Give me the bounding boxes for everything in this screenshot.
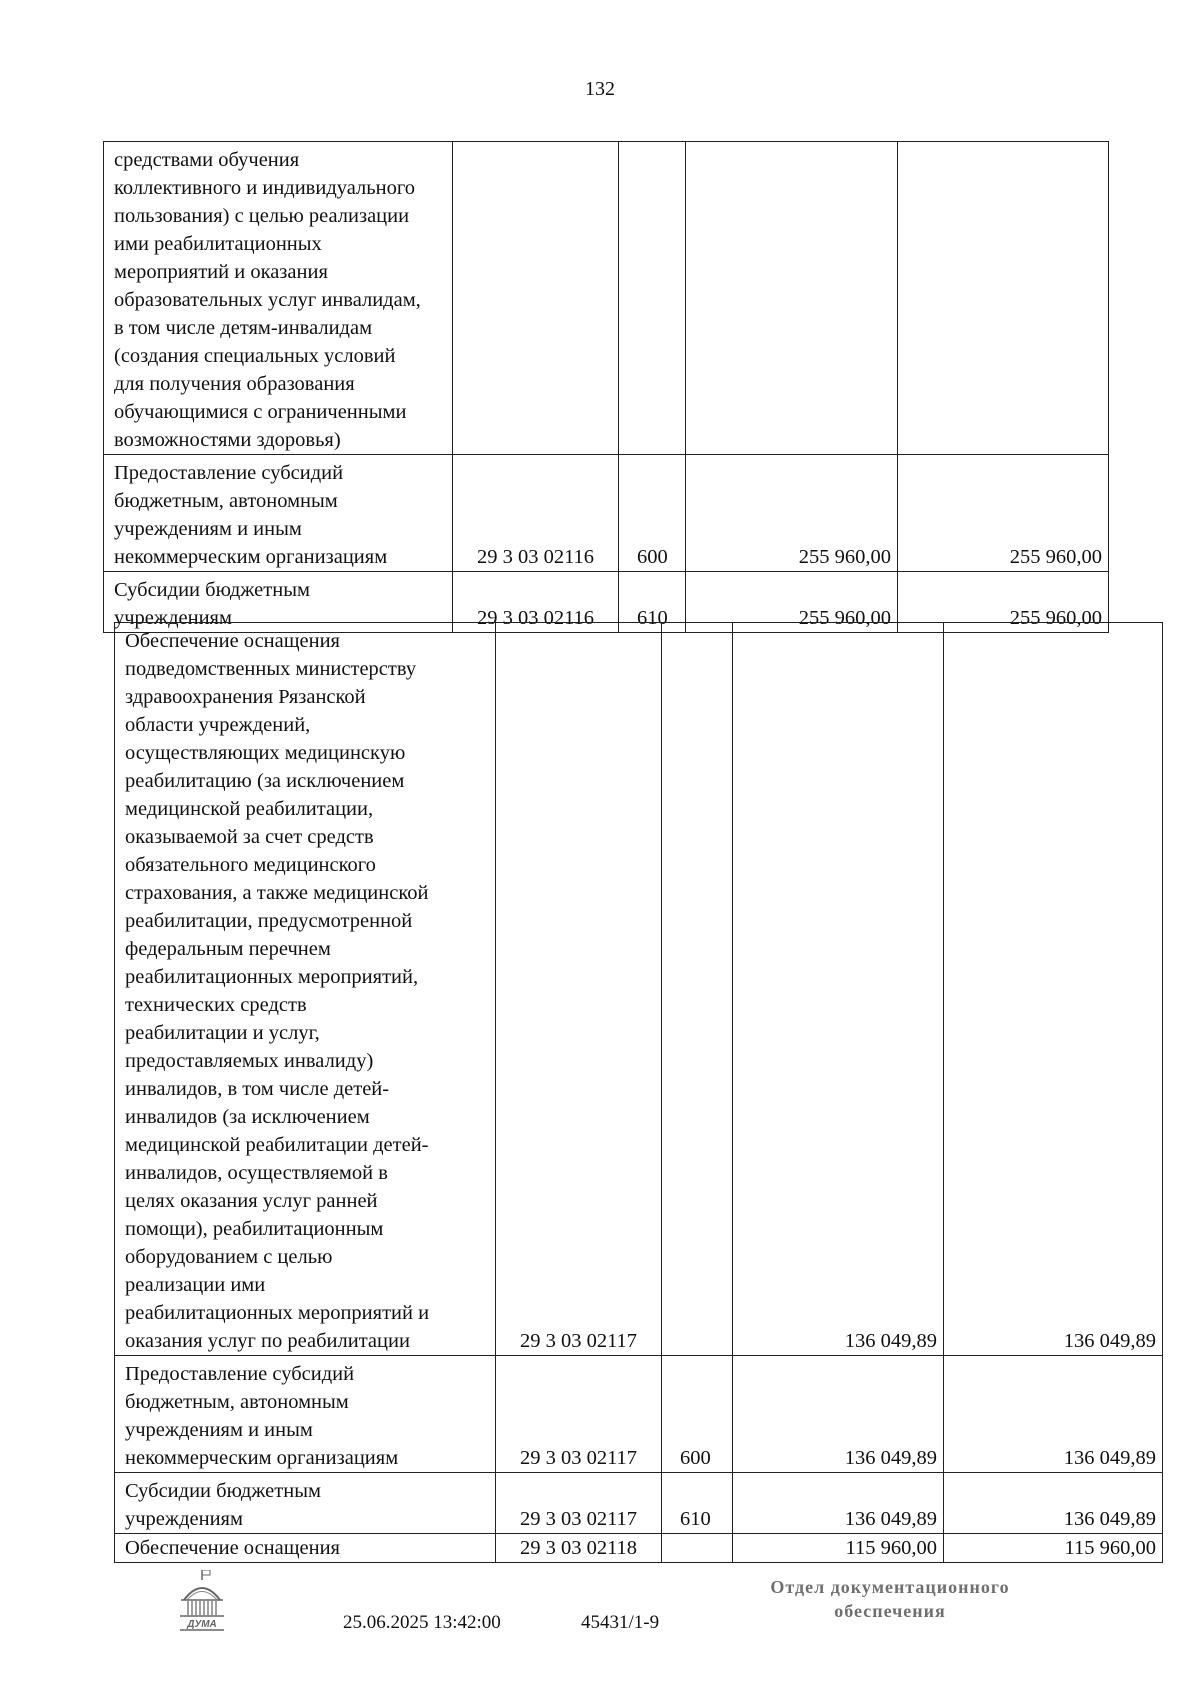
amount-cell: 115 960,00 [944, 1534, 1163, 1563]
csr-cell: 29 3 03 02116 [453, 455, 619, 572]
amount-cell: 136 049,89 [733, 1473, 944, 1534]
table-row [115, 623, 1163, 1356]
table-row [115, 1534, 1163, 1563]
amount-cell: 136 049,89 [944, 1473, 1163, 1534]
amount-cell: 255 960,00 [686, 572, 898, 633]
csr-cell [453, 142, 619, 455]
table-row [104, 455, 1109, 572]
department-stamp [740, 1575, 1040, 1623]
csr-cell: 29 3 03 02116 [453, 572, 619, 633]
amount-cell: 115 960,00 [733, 1534, 944, 1563]
amount-cell [898, 142, 1109, 455]
csr-cell: 29 3 03 02118 [496, 1534, 662, 1563]
vr-cell [619, 142, 686, 455]
registration-number: 45431/1-9 [581, 1612, 660, 1633]
vr-cell [662, 623, 733, 1356]
registration-datetime: 25.06.2025 13:42:00 [343, 1612, 501, 1633]
csr-cell: 29 3 03 02117 [496, 623, 662, 1356]
budget-table-top [103, 141, 1109, 633]
amount-cell [686, 142, 898, 455]
amount-cell: 136 049,89 [733, 623, 944, 1356]
table-row [115, 1473, 1163, 1534]
budget-table-bottom [114, 622, 1163, 1563]
duma-building-logo-icon [176, 1570, 228, 1632]
amount-cell: 255 960,00 [898, 572, 1109, 633]
csr-cell: 29 3 03 02117 [496, 1356, 662, 1473]
vr-cell [662, 1534, 733, 1563]
amount-cell: 255 960,00 [898, 455, 1109, 572]
row-name-cell: Субсидии бюджетным учреждениям [104, 572, 453, 633]
row-name-cell: Предоставление субсидий бюджетным, автономным учреждениям и иным некоммерческим организациям [104, 455, 453, 572]
row-name-cell: Предоставление субсидий бюджетным, автономным учреждениям и иным некоммерческим организациям [115, 1356, 496, 1473]
row-name-cell: Обеспечение оснащения [115, 1534, 496, 1563]
csr-cell: 29 3 03 02117 [496, 1473, 662, 1534]
vr-cell: 610 [619, 572, 686, 633]
amount-cell: 255 960,00 [686, 455, 898, 572]
svg-text:ДУМА: ДУМА [187, 1619, 217, 1630]
vr-cell: 600 [619, 455, 686, 572]
row-name-cell: Субсидии бюджетным учреждениям [115, 1473, 496, 1534]
row-name-cell: Обеспечение оснащения подведомственных министерству здравоохранения Рязанской области учреждений, осуществляющих медицинскую реабилитацию (за исключением медицинской реабилитации, оказываемой за счет средств обязательного медицинского страхования, а также медицинской реабилитации, предусмотренной федеральным перечнем реабилитационных мероприятий, технических средств реабилитации и услуг, предоставляемых инвалиду) инвалидов, в том числе детей- инвалидов (за исключением медицинской реабилитации детей- инвалидов, осуществляемой в целях оказания услуг ранней помощи), реабилитационным оборудованием с целью реализации ими реабилитационных мероприятий и оказания услуг по реабилитации [115, 623, 496, 1356]
table-row [104, 142, 1109, 455]
amount-cell: 136 049,89 [944, 1356, 1163, 1473]
amount-cell: 136 049,89 [733, 1356, 944, 1473]
vr-cell: 600 [662, 1356, 733, 1473]
amount-cell: 136 049,89 [944, 623, 1163, 1356]
stamp-line: обеспечения [834, 1601, 946, 1621]
page-number: 132 [585, 78, 615, 100]
table-row [115, 1356, 1163, 1473]
row-name-cell: средствами обучения коллективного и индивидуального пользования) с целью реализации ими реабилитационных мероприятий и оказания образовательных услуг инвалидам, в том числе детям-инвалидам (создания специальных условий для получения образования обучающимися с ограниченными возможностями здоровья) [104, 142, 453, 455]
stamp-line: Отдел документационного [770, 1577, 1010, 1597]
vr-cell: 610 [662, 1473, 733, 1534]
